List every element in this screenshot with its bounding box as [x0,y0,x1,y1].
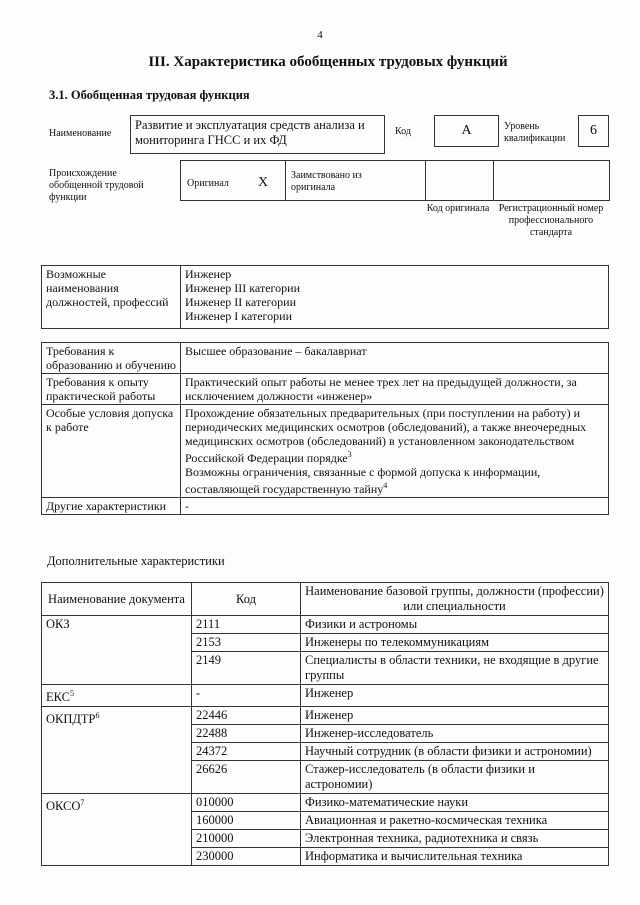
name-cell: Специалисты в области техники, не входящие в другие группы [301,652,609,685]
code-cell: 010000 [192,794,301,812]
table-row [42,707,609,725]
registration-number-label: Регистрационный номер профессионального стандарта [498,203,604,238]
name-cell: Научный сотрудник (в области физики и астрономии) [301,743,609,761]
document-name [42,794,192,866]
additional-header-row [42,583,609,616]
document-name [42,616,192,685]
name-value: Развитие и эксплуатация средств анализа и мониторинга ГНСС и их ФД [130,115,385,154]
position-item: Инженер I категории [185,309,292,323]
requirement-text: Практический опыт работы не менее трех лет на предыдущей должности, за исключением должности «инженер» [185,375,577,403]
column-header: Наименование базовой группы, должности (профессии) или специальности [301,583,609,616]
document-name-text: ЕКС [46,690,70,705]
document-name-text: ОКЗ [46,617,70,631]
origin-divider [425,161,426,200]
footnote-ref: 5 [70,689,74,698]
table-row [42,685,609,707]
additional-table [41,582,609,866]
subsection-title: 3.1. Обобщенная трудовая функция [49,88,250,102]
positions-table [41,265,609,329]
footnote-ref: 6 [95,711,100,721]
origin-label: Происхождение обобщенной трудовой функции [49,168,144,203]
name-cell: Информатика и вычислительная техника [301,848,609,866]
name-cell: Инженер [301,707,609,725]
position-item: Инженер [185,267,232,281]
column-header: Наименование документа [42,583,192,616]
name-cell: Электронная техника, радиотехника и связь [301,830,609,848]
name-cell: Инженер [301,685,609,707]
code-cell: 2111 [192,616,301,634]
requirement-row [42,343,609,374]
requirement-value [181,405,609,498]
code-cell: 160000 [192,812,301,830]
table-row [42,616,609,634]
additional-title: Дополнительные характеристики [47,554,225,568]
document-name [42,685,192,707]
code-cell: 2153 [192,634,301,652]
name-cell: Авиационная и ракетно-космическая техника [301,812,609,830]
name-cell: Физики и астрономы [301,616,609,634]
name-cell: Инженер-исследователь [301,725,609,743]
document-name-text: ОКПДТР [46,712,96,727]
requirement-value [181,343,609,374]
code-original-label: Код оригинала [426,203,490,214]
requirement-row [42,498,609,515]
requirements-table [41,342,609,515]
code-cell: 230000 [192,848,301,866]
footnote-ref: 3 [347,450,352,459]
requirement-row [42,405,609,498]
original-label: Оригинал [187,178,229,189]
footnote-ref: 7 [80,798,85,808]
requirement-text: Прохождение обязательных предварительных (при поступлении на работу) и периодических медицинских осмотров (обследований), а также внеочередных медицинских осмотров (обследований) в установленном законодательством Российской Федерации порядке [185,406,587,465]
requirement-value [181,374,609,405]
name-label: Наименование [49,128,112,139]
requirement-value [181,498,609,515]
original-mark: X [258,175,269,190]
origin-divider [493,161,494,200]
code-cell: 210000 [192,830,301,848]
document-name-text: ОКСО [46,799,81,814]
position-item: Инженер II категории [185,295,296,309]
requirement-label: Особые условия допуска к работе [42,405,181,498]
code-cell: 2149 [192,652,301,685]
positions-list [181,266,609,329]
requirement-text: Высшее образование – бакалавриат [185,344,367,358]
section-title: III. Характеристика обобщенных трудовых функций [148,54,508,70]
qualification-level-value: 6 [578,115,609,147]
code-cell: 22446 [192,707,301,725]
requirement-label: Требования к опыту практической работы [42,374,181,405]
positions-label: Возможные наименования должностей, профессий [42,266,181,329]
name-cell: Физико-математические науки [301,794,609,812]
code-cell: - [192,685,301,707]
requirement-label: Требования к образованию и обучению [42,343,181,374]
code-value: A [434,115,499,147]
document-name [42,707,192,794]
qualification-level-label: Уровень квалификации [504,121,566,144]
origin-box [180,160,610,201]
origin-divider [285,161,286,200]
table-row [42,794,609,812]
borrowed-label: Заимствовано из оригинала [291,170,362,193]
requirement-label: Другие характеристики [42,498,181,515]
code-cell: 22488 [192,725,301,743]
column-header: Код [192,583,301,616]
code-label: Код [395,126,411,137]
page-number: 4 [317,29,323,41]
position-item: Инженер III категории [185,281,300,295]
code-cell: 24372 [192,743,301,761]
requirement-row [42,374,609,405]
name-cell: Инженеры по телекоммуникациям [301,634,609,652]
code-cell: 26626 [192,761,301,794]
name-cell: Стажер-исследователь (в области физики и астрономии) [301,761,609,794]
requirement-text: - [185,499,189,513]
footnote-ref: 4 [383,481,388,490]
requirement-text: Возможны ограничения, связанные с формой допуска к информации, составляющей государственную тайну [185,465,541,496]
